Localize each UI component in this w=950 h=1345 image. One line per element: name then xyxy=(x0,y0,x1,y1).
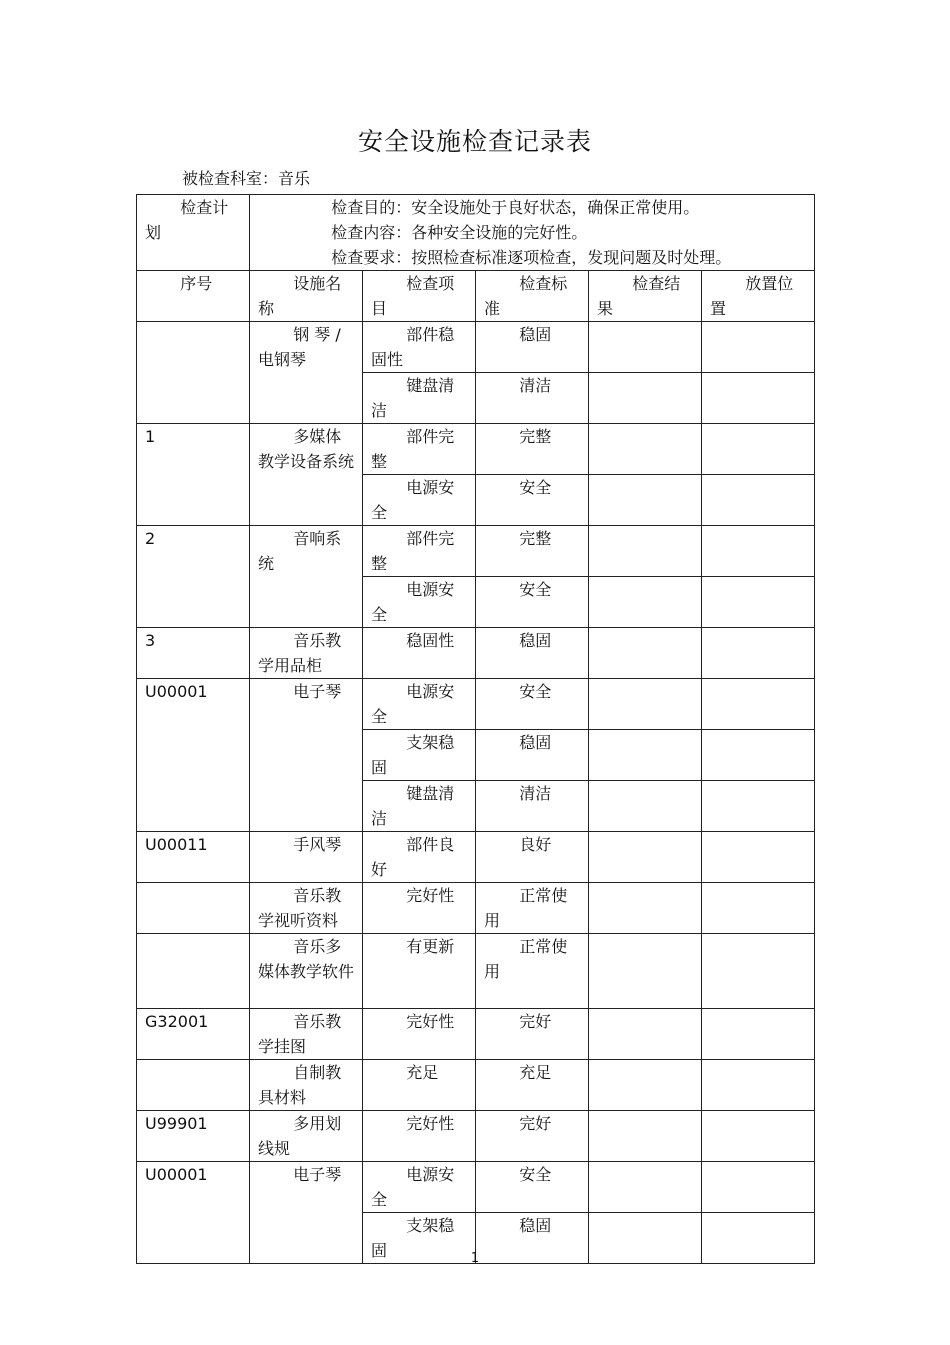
row-number xyxy=(137,934,250,1009)
page-number: 1 xyxy=(470,1251,480,1266)
check-result xyxy=(589,373,702,424)
check-result xyxy=(589,1162,702,1213)
row-number xyxy=(137,883,250,934)
check-result xyxy=(589,832,702,883)
check-result xyxy=(589,424,702,475)
placement xyxy=(702,781,815,832)
facility-name: 多用划线规 xyxy=(250,1111,363,1162)
row-number: U00001 xyxy=(137,1162,250,1264)
placement xyxy=(702,577,815,628)
plan-label: 检查计划 xyxy=(137,195,250,271)
check-result xyxy=(589,577,702,628)
facility-name: 电子琴 xyxy=(250,1162,363,1264)
check-result xyxy=(589,475,702,526)
placement xyxy=(702,883,815,934)
department-line: 被检查科室：音乐 xyxy=(182,169,311,188)
plan-row xyxy=(137,195,815,271)
check-result xyxy=(589,526,702,577)
check-item: 电源安全 xyxy=(363,1162,476,1213)
check-standard: 稳固 xyxy=(476,1213,589,1264)
check-standard: 完整 xyxy=(476,526,589,577)
row-number: G32001 xyxy=(137,1009,250,1060)
table-row xyxy=(137,883,815,934)
placement xyxy=(702,1162,815,1213)
row-number: 2 xyxy=(137,526,250,628)
row-number: 1 xyxy=(137,424,250,526)
check-result xyxy=(589,781,702,832)
table-row xyxy=(137,1111,815,1162)
plan-scope: 检查内容：各种安全设施的完好性。 xyxy=(331,223,588,242)
row-number: U99901 xyxy=(137,1111,250,1162)
check-result xyxy=(589,1111,702,1162)
facility-name: 钢 琴 / 电钢琴 xyxy=(250,322,363,424)
check-item: 部件完整 xyxy=(363,424,476,475)
row-number xyxy=(137,322,250,424)
check-standard: 稳固 xyxy=(476,730,589,781)
placement xyxy=(702,475,815,526)
check-standard: 充足 xyxy=(476,1060,589,1111)
row-number: 3 xyxy=(137,628,250,679)
check-standard: 完整 xyxy=(476,424,589,475)
facility-name: 音乐教学视听资料 xyxy=(250,883,363,934)
row-number: U00001 xyxy=(137,679,250,832)
check-result xyxy=(589,883,702,934)
check-standard: 安全 xyxy=(476,577,589,628)
check-item: 充足 xyxy=(363,1060,476,1111)
table-row xyxy=(137,934,815,1009)
check-result xyxy=(589,679,702,730)
facility-name: 自制教具材料 xyxy=(250,1060,363,1111)
table-row xyxy=(137,322,815,373)
table-row xyxy=(137,526,815,577)
check-standard: 正常使用 xyxy=(476,883,589,934)
header-location: 放置位置 xyxy=(702,271,815,322)
check-result xyxy=(589,934,702,1009)
check-result xyxy=(589,1009,702,1060)
check-result xyxy=(589,322,702,373)
check-item: 有更新 xyxy=(363,934,476,1009)
header-standard: 检查标准 xyxy=(476,271,589,322)
placement xyxy=(702,628,815,679)
placement xyxy=(702,526,815,577)
check-result xyxy=(589,1060,702,1111)
facility-name: 音乐多媒体教学软件 xyxy=(250,934,363,1009)
placement xyxy=(702,832,815,883)
check-result xyxy=(589,730,702,781)
check-standard: 完好 xyxy=(476,1009,589,1060)
check-item: 电源安全 xyxy=(363,475,476,526)
placement xyxy=(702,1009,815,1060)
table-row xyxy=(137,628,815,679)
plan-requirement: 检查要求：按照检查标准逐项检查，发现问题及时处理。 xyxy=(331,248,732,267)
check-item: 稳固性 xyxy=(363,628,476,679)
check-standard: 良好 xyxy=(476,832,589,883)
placement xyxy=(702,934,815,1009)
check-item: 支架稳固 xyxy=(363,1213,476,1264)
check-item: 完好性 xyxy=(363,1009,476,1060)
table-row xyxy=(137,1162,815,1213)
check-item: 电源安全 xyxy=(363,577,476,628)
facility-name: 多媒体教学设备系统 xyxy=(250,424,363,526)
facility-name: 音乐教学用品柜 xyxy=(250,628,363,679)
header-row xyxy=(137,271,815,322)
check-standard: 安全 xyxy=(476,475,589,526)
placement xyxy=(702,373,815,424)
check-standard: 稳固 xyxy=(476,628,589,679)
check-item: 部件良好 xyxy=(363,832,476,883)
check-result xyxy=(589,628,702,679)
header-item: 检查项目 xyxy=(363,271,476,322)
placement xyxy=(702,322,815,373)
check-standard: 清洁 xyxy=(476,781,589,832)
check-standard: 安全 xyxy=(476,1162,589,1213)
table-row xyxy=(137,424,815,475)
facility-name: 电子琴 xyxy=(250,679,363,832)
header-result: 检查结果 xyxy=(589,271,702,322)
table-row xyxy=(137,832,815,883)
check-item: 部件稳固性 xyxy=(363,322,476,373)
placement xyxy=(702,1060,815,1111)
check-standard: 稳固 xyxy=(476,322,589,373)
header-no: 序号 xyxy=(137,271,250,322)
check-item: 键盘清洁 xyxy=(363,373,476,424)
inspection-table xyxy=(136,194,815,1264)
check-item: 键盘清洁 xyxy=(363,781,476,832)
page-title: 安全设施检查记录表 xyxy=(357,127,592,156)
check-standard: 正常使用 xyxy=(476,934,589,1009)
check-item: 完好性 xyxy=(363,883,476,934)
header-name: 设施名称 xyxy=(250,271,363,322)
check-standard: 安全 xyxy=(476,679,589,730)
check-standard: 清洁 xyxy=(476,373,589,424)
placement xyxy=(702,730,815,781)
placement xyxy=(702,1111,815,1162)
facility-name: 手风琴 xyxy=(250,832,363,883)
plan-content xyxy=(250,195,815,271)
table-row xyxy=(137,1060,815,1111)
row-number: U00011 xyxy=(137,832,250,883)
row-number xyxy=(137,1060,250,1111)
facility-name: 音乐教学挂图 xyxy=(250,1009,363,1060)
check-item: 电源安全 xyxy=(363,679,476,730)
facility-name: 音响系统 xyxy=(250,526,363,628)
check-standard: 完好 xyxy=(476,1111,589,1162)
check-item: 支架稳固 xyxy=(363,730,476,781)
plan-purpose: 检查目的：安全设施处于良好状态，确保正常使用。 xyxy=(331,198,700,217)
check-item: 完好性 xyxy=(363,1111,476,1162)
check-item: 部件完整 xyxy=(363,526,476,577)
placement xyxy=(702,679,815,730)
placement xyxy=(702,424,815,475)
table-row xyxy=(137,679,815,730)
table-row xyxy=(137,1009,815,1060)
